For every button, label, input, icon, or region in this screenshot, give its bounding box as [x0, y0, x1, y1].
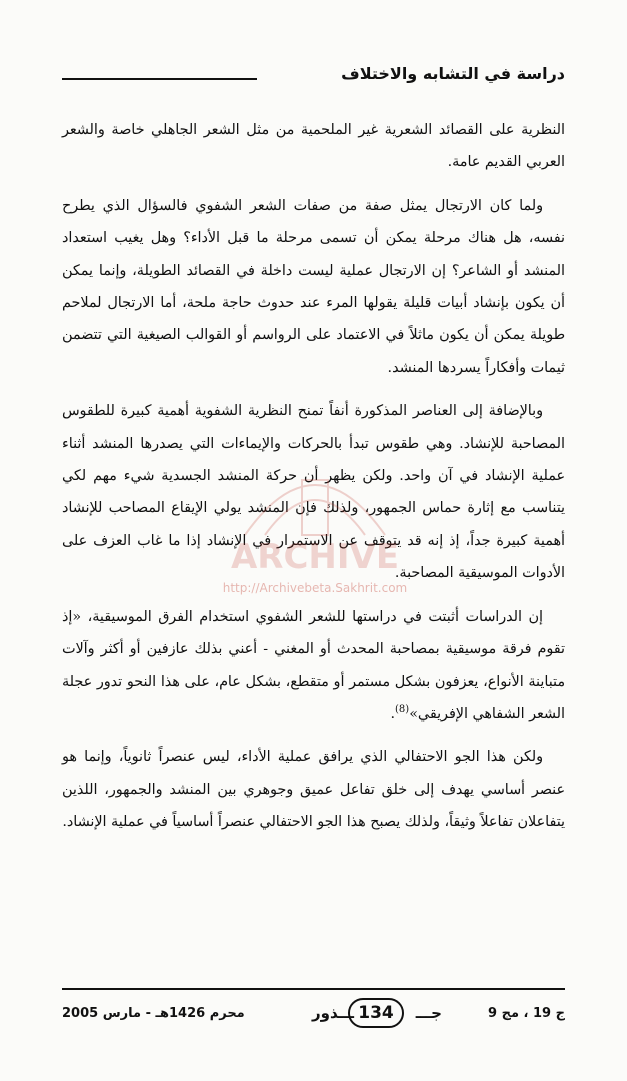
page-footer	[62, 988, 565, 1044]
body-text	[62, 114, 565, 850]
running-header	[62, 60, 565, 94]
logo-text-right: جـــ	[415, 1004, 442, 1022]
paragraph-4: إن الدراسات أثبتت في دراستها للشعر الشفوي استخدام الفرق الموسيقية، «إذ تقوم فرقة موسيقية بمصاحبة المحدث أو المغني - أعني بذلك عازفين أو أكثر وآلات متباينة الأنواع، يعزفون بشكل مستمر أو متقطع، بشكل عام، على هذا النحو تدور عجلة الشعر الشفاهي الإفريقي»$^{(8)}$.	[62, 608, 565, 722]
page-number: 134	[348, 998, 404, 1028]
paragraph-2: ولما كان الارتجال يمثل صفة من صفات الشعر الشفوي فالسؤال الذي يطرح نفسه، هل هناك مرحلة يمكن أن تسمى مرحلة ما قبل الأداء؟ وهل يغيب استعداد المنشد أو الشاعر؟ إن الارتجال عملية ليست داخلة في القصائد الطويلة، وإنما يمكن أن يكون بإنشاد أبيات قليلة يقولها المرء عند حدوث حاجة ملحة، أما الارتجال لملاحم طويلة يمكن أن يكون ماثلاً في الاعتماد على الرواسم أو القوالب الصيغية التي تتضمن ثيمات وأفكاراً يسردها المنشد.	[62, 197, 565, 376]
footer-rule	[62, 988, 565, 990]
paragraph-5: ولكن هذا الجو الاحتفالي الذي يرافق عملية الأداء، ليس عنصراً ثانوياً، وإنما هو عنصر أساسي يهدف إلى خلق تفاعل عميق وجوهري بين المنشد والجمهور، اللذين يتفاعلان تفاعلاً وثيقاً، ولذلك يصبح هذا الجو الاحتفالي عنصراً أساسياً في عملية الإنشاد.	[62, 749, 565, 831]
journal-logo	[312, 998, 442, 1034]
footer-date: محرم 1426هـ - مارس 2005	[62, 1006, 245, 1021]
paragraph-1: النظرية على القصائد الشعرية غير الملحمية من مثل الشعر الجاهلي خاصة والشعر العربي القديم عامة.	[62, 122, 565, 171]
paragraph-3: وبالإضافة إلى العناصر المذكورة أنفاً تمنح النظرية الشفوية أهمية كبيرة للطقوس المصاحبة للإنشاد. وهي طقوس تبدأ بالحركات والإيماءات التي يصدرها المنشد أثناء عملية الإنشاد في آن واحد. ولكن يظهر أن حركة المنشد الجسدية شيء مهم لكي يتناسب مع إثارة حماس الجمهور، ولذلك فإن المنشد يولي الإيقاع المصاحب للإنشاد أهمية كبيرة جداً، إذ إنه قد يتوقف عن الاستمرار في الإنشاد إذا ما غاب العزف على الأدوات الموسيقية المصاحبة.	[62, 403, 565, 582]
logo-text-left: ـــذور	[312, 1004, 355, 1022]
header-rule	[62, 78, 257, 80]
paragraph-4-text: إن الدراسات أثبتت في دراستها للشعر الشفوي استخدام الفرق الموسيقية، «إذ تقوم فرقة موسيقية بمصاحبة المحدث أو المغني - أعني بذلك عازفين أو أكثر وآلات متباينة الأنواع، يعزفون بشكل مستمر أو متقطع، بشكل عام، على هذا النحو تدور عجلة الشعر الشفاهي الإفريقي»	[62, 608, 565, 722]
watermark-text: ARCHIVE	[230, 537, 400, 577]
footer-issue: ج 19 ، مج 9	[488, 1006, 565, 1021]
watermark-url: http://Archivebeta.Sakhrit.com	[222, 581, 408, 595]
footnote-ref[interactable]: (8)	[395, 704, 410, 716]
header-title: دراسة في التشابه والاختلاف	[341, 64, 565, 83]
